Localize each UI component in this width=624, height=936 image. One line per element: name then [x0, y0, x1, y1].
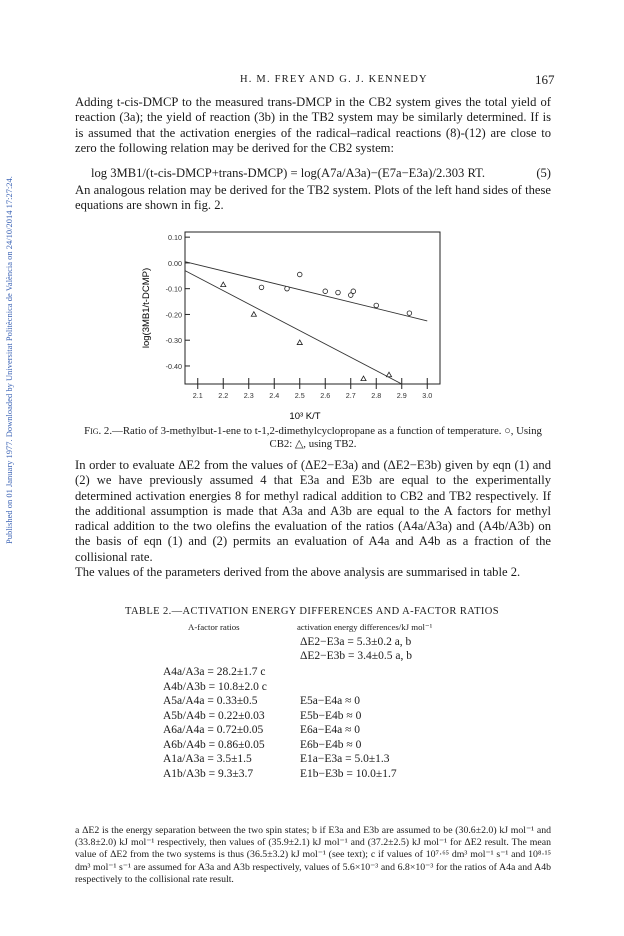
triangle-point [361, 376, 366, 381]
table-cell-left: A1b/A3b = 9.3±3.7 [163, 767, 254, 780]
x-tick-label: 2.2 [218, 391, 229, 400]
table-top-right-1: ΔE2−E3a = 5.3±0.2 a, b [300, 636, 412, 648]
y-tick-label: 0.10 [168, 233, 182, 243]
x-tick-label: 2.7 [345, 391, 356, 400]
table-cell-left: A6a/A4a = 0.72±0.05 [163, 724, 264, 736]
running-title: H. M. FREY AND G. J. KENNEDY [240, 74, 428, 85]
table-cell-right: E6b−E4b ≈ 0 [300, 738, 362, 751]
x-tick-label: 2.8 [371, 391, 382, 400]
x-tick-label: 2.9 [396, 391, 407, 400]
x-tick-label: 2.5 [294, 391, 305, 400]
y-tick-label: -0.10 [165, 284, 182, 294]
x-axis-label: 10³ K/T [289, 411, 321, 421]
equation-5 [91, 166, 551, 181]
table-footnote: a ΔE2 is the energy separation between the two spin states; b if E3a and E3b are assumed to be (30.6±2.0) kJ mol⁻¹ and (33.8±2.0) kJ mol⁻¹ respectively, then values of (35.9±2.1) kJ mol⁻¹ and (37.2±2.5) kJ mol⁻¹ for ΔE2 result. The mean value of ΔE2 from the two systems is thus (36.5±3.2) kJ mol⁻¹ (see text); c if values of 10⁷·⁶⁵ dm³ mol⁻¹ s⁻¹ and 10⁸·¹⁵ dm³ mol⁻¹ s⁻¹ are assumed for A3a and A3b respectively, values of 5.6×10⁻³ and 6.8×10⁻³ for the ratios of A4a and A4b respectively to the collisional rate result. [75, 825, 551, 885]
caption-text: —Ratio of 3-methylbut-1-ene to t-1,2-dimethylcyclopropane as a function of temperature. ○, Using CB2: △, using TB2. [112, 425, 542, 450]
x-tick-label: 2.4 [269, 391, 280, 400]
triangle-point [386, 372, 391, 377]
table-col-header-right: activation energy differences/kJ mol⁻¹ [297, 622, 433, 632]
circle-point [297, 272, 302, 277]
download-watermark: Published on 01 January 1977. Downloaded by Universitat Politècnica de València on 24/10/2014 17:27:24. [4, 176, 14, 544]
x-tick-label: 3.0 [422, 391, 433, 400]
circle-point [323, 289, 328, 294]
page-header [0, 74, 624, 90]
circle-point [351, 289, 356, 294]
table-cell-right: E5a−E4a ≈ 0 [300, 695, 361, 707]
x-tick-label: 2.6 [320, 391, 331, 400]
figure-caption [75, 425, 551, 451]
triangle-point [297, 340, 302, 345]
x-tick-label: 2.3 [243, 391, 254, 400]
equation-number: (5) [536, 166, 551, 180]
y-axis-label: log(3MB1/t-DCMP) [141, 267, 152, 349]
paragraph-1: Adding t-cis-DMCP to the measured trans-DMCP in the CB2 system gives the total yield of reaction (3a); the yield of reaction (3b) in the TB2 system may be similarly determined. If is is assumed that the activation energies of the radical–radical reactions (8)-(12) are close to zero the following relation may be derived for the CB2 system: [75, 95, 551, 155]
circle-fit-line [185, 262, 427, 321]
equation-text: log 3MB1/(t-cis-DMCP+trans-DMCP) = log(A7a/A3a)−(E7a−E3a)/2.303 RT. [91, 166, 485, 180]
table-cell-right: E5b−E4b ≈ 0 [300, 709, 362, 722]
circle-point [407, 311, 412, 316]
plot-frame [185, 232, 440, 384]
triangle-fit-line [185, 271, 402, 384]
figure-2-chart [135, 226, 465, 421]
table-cell-left: A6b/A4b = 0.86±0.05 [163, 738, 265, 751]
fit-lines [185, 262, 427, 384]
table-col-header-left: A-factor ratios [188, 622, 240, 632]
table-top-right-2: ΔE2−E3b = 3.4±0.5 a, b [300, 650, 412, 662]
table-cell-left: A5a/A4a = 0.33±0.5 [163, 695, 258, 707]
y-tick-label: -0.40 [165, 361, 182, 371]
paragraph-2: An analogous relation may be derived for the TB2 system. Plots of the left hand sides of these equations are shown in fig. 2. [75, 183, 551, 213]
circle-point [374, 303, 379, 308]
x-tick-label: 2.1 [192, 391, 203, 400]
table-cell-right: E6a−E4a ≈ 0 [300, 724, 361, 736]
table-cell-left: A1a/A3a = 3.5±1.5 [163, 753, 252, 765]
data-points [221, 272, 412, 380]
circle-point [259, 285, 264, 290]
table-cell-right: E1b−E3b = 10.0±1.7 [300, 767, 397, 780]
y-axis-ticks [166, 233, 190, 371]
table-cell-left: A4b/A3b = 10.8±2.0 c [163, 680, 267, 693]
table-2-title: TABLE 2.—ACTIVATION ENERGY DIFFERENCES AND A-FACTOR RATIOS [124, 606, 500, 617]
table-cell-left: A5b/A4b = 0.22±0.03 [163, 709, 265, 722]
y-tick-label: 0.00 [168, 258, 182, 268]
triangle-point [221, 282, 226, 287]
caption-label: Fig. 2. [84, 425, 113, 437]
table-cell-right: E1a−E3a = 5.0±1.3 [300, 753, 390, 765]
triangle-point [251, 312, 256, 317]
table-cell-left: A4a/A3a = 28.2±1.7 c [163, 666, 266, 678]
circle-point [336, 290, 341, 295]
paragraph-3: In order to evaluate ΔE2 from the values of (ΔE2−E3a) and (ΔE2−E3b) given by eqn (1) and (2) we have previously assumed 4 that E3a and E3b are equal to the experimentally determined activation energies 8 for methyl radical addition to CB2 and TB2 respectively. If the additional assumption is made that A3a and A3b are equal to the A factors for methyl radical addition to the two olefins the evaluation of the ratios (A4a/A3a) and (A4b/A3b) on the basis of eqn (1) and (2) permits an evaluation of A4a and A4b as a fraction of the collisional rate. [75, 458, 551, 564]
y-tick-label: -0.20 [165, 310, 182, 320]
circle-point [285, 286, 290, 291]
page-number: 167 [535, 72, 555, 87]
y-tick-label: -0.30 [165, 336, 182, 346]
paragraph-4: The values of the parameters derived from the above analysis are summarised in table 2. [75, 565, 521, 579]
